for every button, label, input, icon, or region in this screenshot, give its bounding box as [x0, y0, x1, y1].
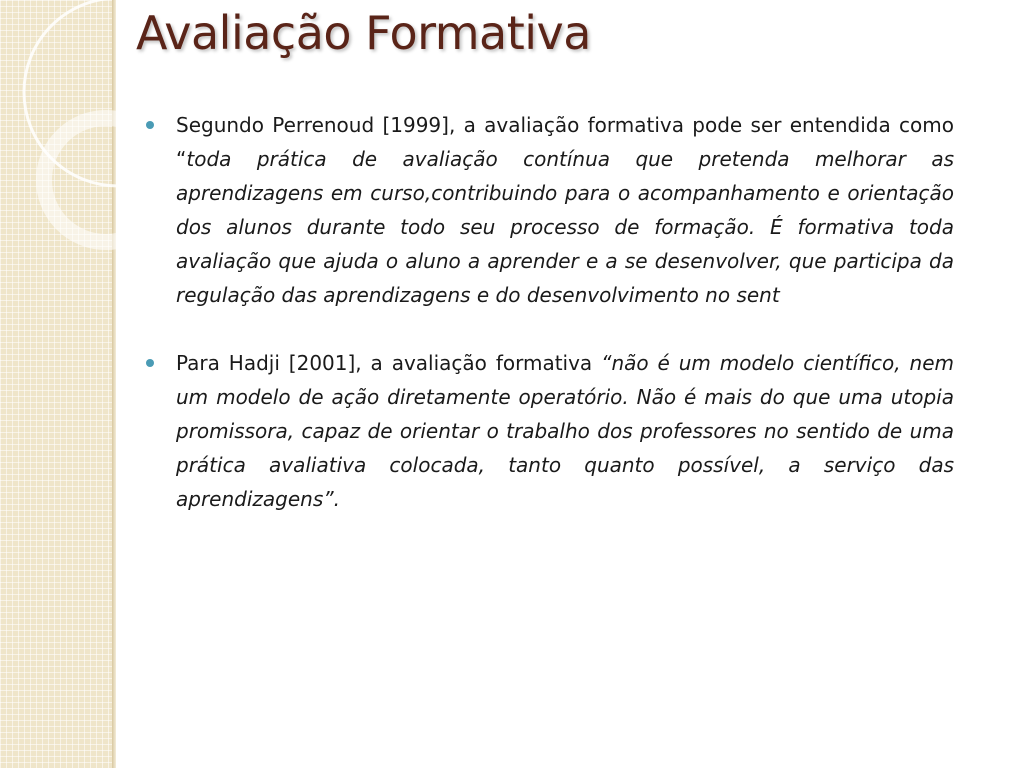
slide-title: Avaliação Formativa — [136, 6, 591, 60]
bullet-quote: “não é um modelo científico, nem um modelo de ação diretamente operatório. Não é mais do que uma utopia promissora, capaz de orientar o trabalho dos professores no sentido de uma prática avaliativa colocada, tanto quanto possível, a serviço das aprendizagens”. — [176, 351, 954, 511]
decorative-ring-small — [44, 118, 140, 242]
bullet-dot-icon — [146, 359, 154, 367]
slide-content — [146, 108, 954, 516]
bullet-item-hadji — [146, 346, 954, 516]
bullet-item-perrenoud — [146, 108, 954, 312]
bullet-quote: toda prática de avaliação contínua que pretenda melhorar as aprendizagens em curso,contribuindo para o acompanhamento e orientação dos alunos durante todo seu processo de formação. É formativa toda avaliação que ajuda o aluno a aprender e a se desenvolver, que participa da regulação das aprendizagens e do desenvolvimento no sent — [176, 147, 954, 307]
bullet-text: Segundo Perrenoud [1999], a avaliação formativa pode ser entendida como “ — [176, 113, 954, 171]
bullet-text: Para Hadji [2001], a avaliação formativa — [176, 351, 602, 375]
decorative-rings — [0, 0, 140, 260]
bullet-dot-icon — [146, 121, 154, 129]
